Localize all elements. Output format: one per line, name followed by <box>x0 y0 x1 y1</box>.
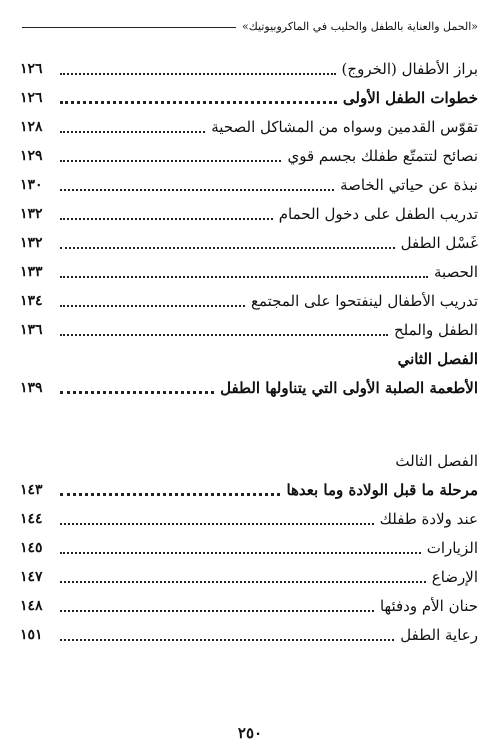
toc-entry <box>20 591 478 620</box>
toc-entry-page: ١٤٣ <box>20 481 43 498</box>
toc-entry <box>20 315 478 344</box>
dot-leader <box>60 305 245 307</box>
toc-entry-title: الإرضاع <box>431 567 478 586</box>
toc-entry-title: تدريب الطفل على دخول الحمام <box>278 204 478 223</box>
toc-entry-title: براز الأطفال (الخروج) <box>341 59 478 78</box>
toc-entry-title: خطوات الطفل الأولى <box>342 88 478 107</box>
toc-entry-page: ١٣٠ <box>20 176 43 193</box>
dot-leader <box>60 73 336 75</box>
toc-entry-title: عند ولادة طفلك <box>379 509 478 528</box>
dot-leader <box>60 610 374 612</box>
toc-entry-page: ١٢٩ <box>20 147 43 164</box>
dot-leader <box>60 523 374 525</box>
toc-entry-title: حنان الأم ودفئها <box>379 596 478 615</box>
chapter-2-heading: الفصل الثاني <box>397 349 478 368</box>
header-rule <box>22 27 236 28</box>
dot-leader <box>60 493 280 496</box>
toc-entry-page: ١٣٦ <box>20 321 43 338</box>
toc-entry <box>20 141 478 170</box>
page-number: ٢٥٠ <box>237 724 263 742</box>
toc-section-chapter3 <box>20 475 478 649</box>
toc-entry-title: الأطعمة الصلبة الأولى التي يتناولها الطفل <box>220 378 478 397</box>
toc-entry-title: الحصبة <box>434 262 478 281</box>
toc-entry-title: تدريب الأطفال لينفتحوا على المجتمع <box>250 291 478 310</box>
toc-entry-page: ١٤٥ <box>20 539 43 556</box>
toc-entry <box>20 562 478 591</box>
toc-entry-page: ١٣٢ <box>20 234 43 251</box>
toc-entry-page: ١٣٣ <box>20 263 43 280</box>
toc-entry-title: الطفل والملح <box>393 320 478 339</box>
running-header <box>22 20 478 33</box>
dot-leader <box>60 334 388 336</box>
toc-entry-title: مرحلة ما قبل الولادة وما بعدها <box>286 480 478 499</box>
table-of-contents <box>20 54 478 649</box>
toc-entry-title: نبذة عن حياتي الخاصة <box>340 175 478 194</box>
toc-entry-page: ١٣٩ <box>20 379 43 396</box>
toc-entry <box>20 257 478 286</box>
toc-section-chapter2 <box>20 373 478 402</box>
toc-entry-page: ١٤٨ <box>20 597 43 614</box>
dot-leader <box>60 160 281 162</box>
toc-entry-page: ١٢٦ <box>20 60 43 77</box>
dot-leader <box>60 552 421 554</box>
dot-leader <box>60 247 395 249</box>
dot-leader <box>60 189 334 191</box>
toc-entry-page: ١٣٢ <box>20 205 43 222</box>
toc-entry-page: ١٤٤ <box>20 510 43 527</box>
chapter-3-heading: الفصل الثالث <box>395 451 478 470</box>
toc-entry <box>20 170 478 199</box>
toc-entry-title: نصائح لتتمتّع طفلك بجسم قوي <box>287 146 478 165</box>
toc-entry-title: رعاية الطفل <box>400 625 478 644</box>
toc-entry <box>20 475 478 504</box>
running-title: «الحمل والعناية بالطفل والحليب في الماكروبيوتيك» <box>242 20 478 33</box>
toc-entry <box>20 533 478 562</box>
toc-entry <box>20 83 478 112</box>
dot-leader <box>60 218 273 220</box>
toc-entry-page: ١٤٧ <box>20 568 43 585</box>
toc-entry <box>20 112 478 141</box>
toc-entry-title: الزيارات <box>426 538 478 557</box>
toc-entry <box>20 286 478 315</box>
toc-entry <box>20 228 478 257</box>
dot-leader <box>60 276 428 278</box>
toc-entry-page: ١٢٨ <box>20 118 43 135</box>
toc-entry-title: غَسْل الطفل <box>400 233 478 252</box>
section-gap <box>20 402 478 446</box>
toc-entry <box>20 620 478 649</box>
dot-leader <box>60 391 214 394</box>
toc-entry-page: ١٣٤ <box>20 292 43 309</box>
dot-leader <box>60 131 205 133</box>
toc-entry <box>20 54 478 83</box>
toc-entry <box>20 373 478 402</box>
dot-leader <box>60 581 426 583</box>
toc-section-part1 <box>20 54 478 344</box>
toc-entry-page: ١٢٦ <box>20 89 43 106</box>
toc-entry <box>20 504 478 533</box>
dot-leader <box>60 639 394 641</box>
toc-entry <box>20 199 478 228</box>
dot-leader <box>60 101 337 104</box>
toc-entry-page: ١٥١ <box>20 626 43 643</box>
toc-entry-title: تقوّس القدمين وسواه من المشاكل الصحية <box>211 117 478 136</box>
